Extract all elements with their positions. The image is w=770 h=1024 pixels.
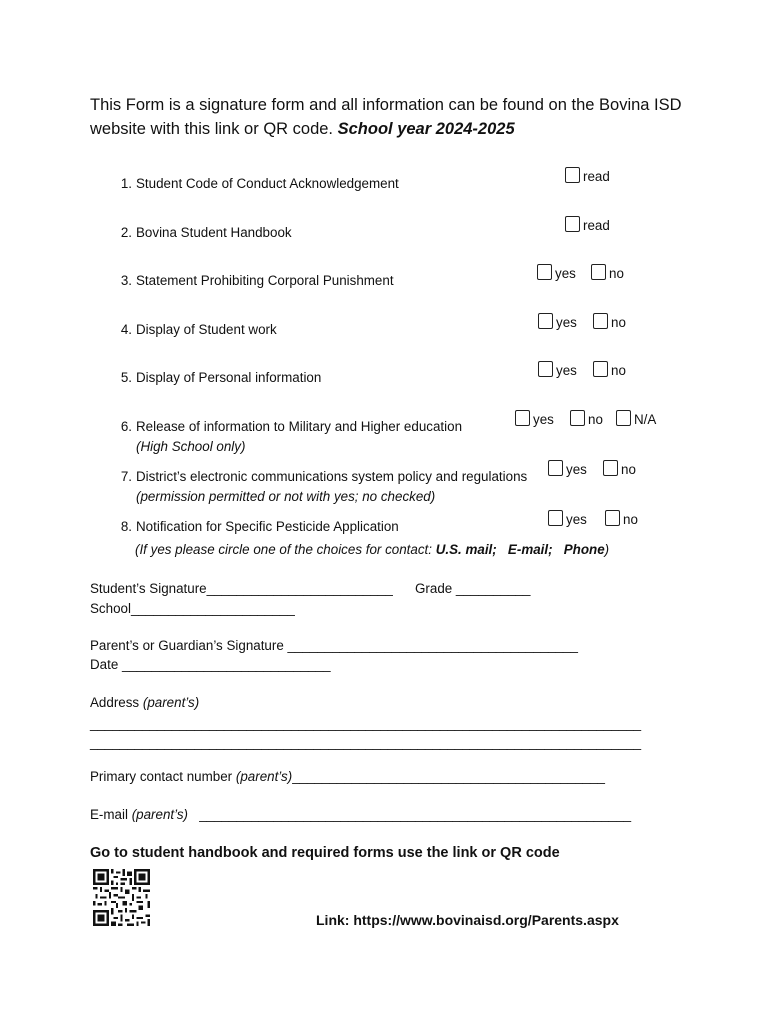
parents-link[interactable]: Link: https://www.bovinaisd.org/Parents.aspx <box>316 912 619 928</box>
address-label-text: Address <box>90 695 140 710</box>
email-field[interactable] <box>90 807 631 822</box>
item-sub-note: (High School only) <box>136 439 246 454</box>
checkbox-icon[interactable] <box>565 216 580 232</box>
checkbox-label: yes <box>556 315 577 330</box>
pesticide-note-suffix: ) <box>604 542 610 557</box>
pesticide-note-prefix: (If yes please circle one of the choices for contact: <box>135 542 432 557</box>
item-label: Bovina Student Handbook <box>136 225 292 240</box>
item-number: 7. <box>120 469 132 484</box>
checkbox-icon[interactable] <box>593 361 608 377</box>
checkbox-option-read[interactable] <box>565 167 610 186</box>
date-field[interactable]: Date ____________________________ <box>90 657 331 672</box>
checkbox-label: no <box>623 512 638 527</box>
intro-text <box>90 93 690 141</box>
item-number: 2. <box>120 225 132 240</box>
checkbox-option-yes[interactable] <box>537 264 576 283</box>
item-number: 3. <box>120 273 132 288</box>
item-sub-note: (permission permitted or not with yes; no checked) <box>136 489 436 504</box>
address-label <box>90 695 199 710</box>
checkbox-option-no[interactable] <box>570 410 603 429</box>
item-number: 6. <box>120 419 132 434</box>
checkbox-icon[interactable] <box>537 264 552 280</box>
checkbox-option-no[interactable] <box>591 264 624 283</box>
checkbox-option-no[interactable] <box>605 510 638 529</box>
contact-choice-email[interactable]: E-mail; <box>507 542 553 557</box>
checkbox-option-no[interactable] <box>593 313 626 332</box>
checkbox-option-yes[interactable] <box>515 410 554 429</box>
contact-choice-mail[interactable]: U.S. mail; <box>435 542 497 557</box>
parent-signature-field[interactable]: Parent’s or Guardian’s Signature _______________________________________ <box>90 638 578 653</box>
checkbox-option-no[interactable] <box>593 361 626 380</box>
address-note: (parent’s) <box>142 695 200 710</box>
checkbox-icon[interactable] <box>538 313 553 329</box>
item-number: 5. <box>120 370 132 385</box>
checkbox-icon[interactable] <box>570 410 585 426</box>
item-number: 1. <box>120 176 132 191</box>
item-label: Display of Personal information <box>136 370 322 385</box>
item-number: 8. <box>120 519 132 534</box>
email-note: (parent’s) <box>131 807 189 822</box>
checkbox-label: yes <box>556 363 577 378</box>
item-label: Student Code of Conduct Acknowledgement <box>136 176 399 191</box>
item-number: 4. <box>120 322 132 337</box>
grade-field[interactable]: Grade __________ <box>415 581 531 596</box>
checkbox-label: no <box>588 412 603 427</box>
checkbox-icon[interactable] <box>616 410 631 426</box>
item-label: District’s electronic communications system policy and regulations <box>136 469 528 484</box>
checkbox-label: no <box>611 315 626 330</box>
checkbox-label: no <box>611 363 626 378</box>
item-label: Statement Prohibiting Corporal Punishment <box>136 273 394 288</box>
checkbox-icon[interactable] <box>538 361 553 377</box>
address-line-2[interactable]: __________________________________________________________________________ <box>90 735 642 750</box>
checkbox-icon[interactable] <box>515 410 530 426</box>
checkbox-label: read <box>583 169 610 184</box>
student-signature-field[interactable]: Student’s Signature_________________________ <box>90 581 393 596</box>
checkbox-option-read[interactable] <box>565 216 610 235</box>
primary-contact-field[interactable] <box>90 769 605 784</box>
school-year: School year 2024-2025 <box>337 120 515 138</box>
checkbox-icon[interactable] <box>593 313 608 329</box>
checkbox-label: no <box>609 266 624 281</box>
checkbox-label: yes <box>566 462 587 477</box>
checkbox-option-na[interactable] <box>616 410 656 429</box>
pesticide-contact-note <box>135 542 609 557</box>
school-field[interactable]: School______________________ <box>90 601 295 616</box>
checkbox-option-yes[interactable] <box>538 361 577 380</box>
address-line-1[interactable]: __________________________________________________________________________ <box>90 716 642 731</box>
item-label: Notification for Specific Pesticide Application <box>136 519 399 534</box>
contact-choice-phone[interactable]: Phone <box>563 542 605 557</box>
primary-contact-line[interactable]: __________________________________________ <box>292 769 605 784</box>
item-label: Release of information to Military and Higher education <box>136 419 463 434</box>
email-line[interactable]: __________________________________________________________ <box>199 807 632 822</box>
checkbox-label: no <box>621 462 636 477</box>
checkbox-icon[interactable] <box>548 510 563 526</box>
checkbox-option-yes[interactable] <box>538 313 577 332</box>
checkbox-icon[interactable] <box>565 167 580 183</box>
primary-contact-note: (parent’s) <box>235 769 293 784</box>
checkbox-label: read <box>583 218 610 233</box>
checkbox-label: yes <box>566 512 587 527</box>
primary-contact-label: Primary contact number <box>90 769 233 784</box>
checkbox-label: N/A <box>634 412 657 427</box>
handbook-instruction: Go to student handbook and required forms use the link or QR code <box>90 845 560 861</box>
checkbox-label: yes <box>555 266 576 281</box>
checkbox-icon[interactable] <box>603 460 618 476</box>
email-label: E-mail <box>90 807 128 822</box>
qr-code-icon[interactable] <box>93 869 150 926</box>
checkbox-label: yes <box>533 412 554 427</box>
item-label: Display of Student work <box>136 322 277 337</box>
checkbox-icon[interactable] <box>591 264 606 280</box>
intro-body: This Form is a signature form and all information can be found on the Bovina ISD website with this link or QR code. <box>90 96 682 138</box>
checkbox-option-no[interactable] <box>603 460 636 479</box>
checkbox-icon[interactable] <box>605 510 620 526</box>
checkbox-option-yes[interactable] <box>548 510 587 529</box>
checkbox-option-yes[interactable] <box>548 460 587 479</box>
checkbox-icon[interactable] <box>548 460 563 476</box>
